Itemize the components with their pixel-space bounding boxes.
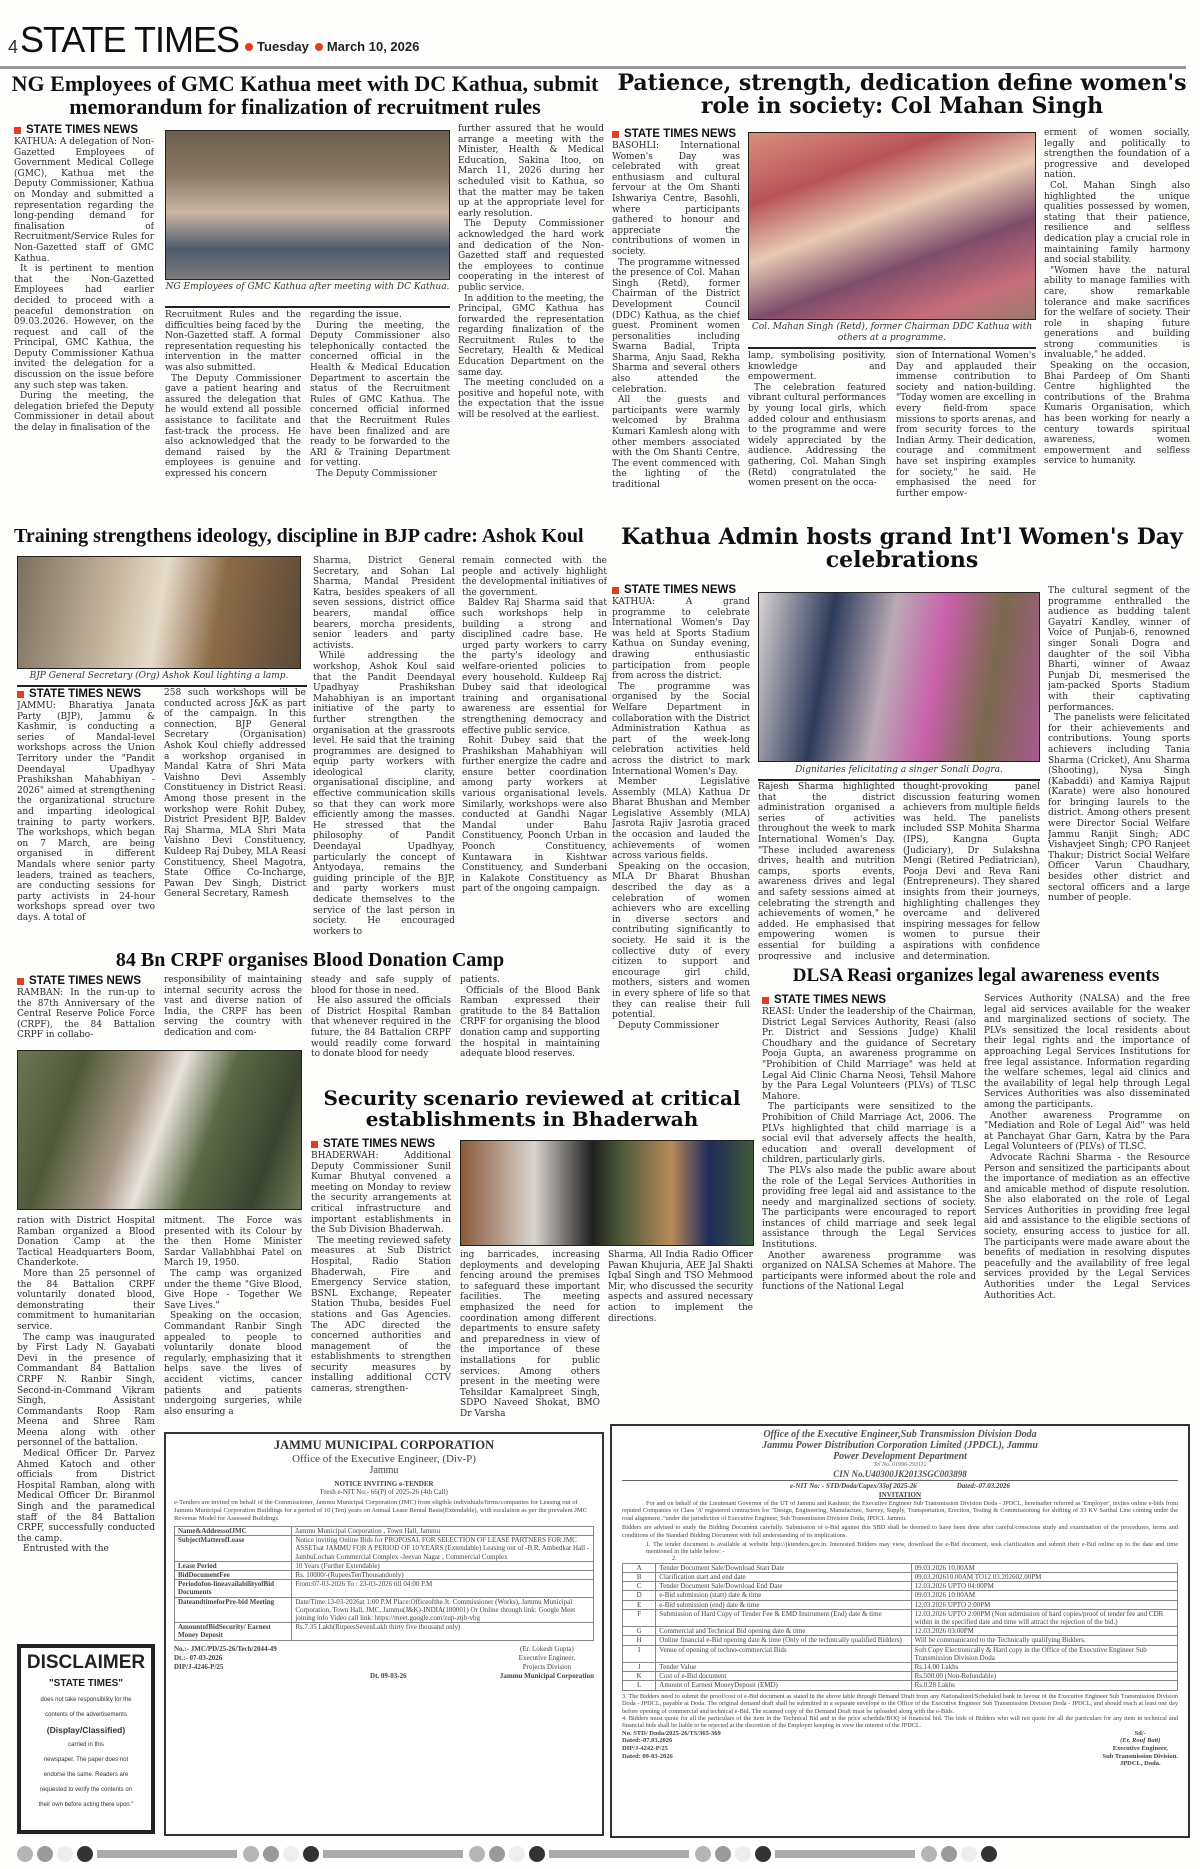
jmc-row-label: DateandtimeforPre-bid Meeting [175, 1597, 292, 1623]
article-body [14, 137, 154, 529]
jpdcl-ref: DIP/J-4242-P/25 [622, 1744, 668, 1752]
headline-dlsa-reasi: DLSA Reasi organizes legal awareness events [792, 965, 1160, 986]
jpdcl-table-row [623, 1627, 1178, 1636]
article-paragraph: sion of International Women's Day and applauded their immense contribution to society and nation-building. "Today women are excelling in every field-from space missions to sports arenas, and from security forces to the Indian Army. Their dedication, courage and commitment have set inspiring examples for society," he said. He emphasised the need for further empow- [896, 351, 1036, 499]
article-dlsa-col1 [762, 994, 976, 1413]
caption-bjp: BJP General Secretary (Org) Ashok Koul lighting a lamp. [29, 671, 289, 681]
article-paragraph: The meeting concluded on a positive and hopeful note, with the expectation that the issue will be resolved at the earliest. [458, 378, 604, 421]
article-paragraph: The programme was organised by the Social Welfare Department in collaboration with the District Administration Kathua as part of the week-long celebration activities held across the district to mark International Women's Day. [612, 681, 750, 777]
jpdcl-row-value: Rs.14.00 Lakhs [911, 1663, 1177, 1672]
jpdcl-row-label: Amount of Earnest MoneyDeposit (EMD) [656, 1681, 911, 1690]
jpdcl-nit: e-NIT No: - STD/Doda/Capex/33of 2025-26 [789, 1482, 917, 1490]
jmc-ref: No.:- JMC/PD/25-26/Tech/2044-49 [174, 1644, 277, 1653]
jpdcl-title: Office of the Executive Engineer,Sub Transmission Division Doda [763, 1429, 1037, 1440]
footer-dot-icon [263, 1846, 279, 1862]
footer-dot-icon [735, 1846, 751, 1862]
jmc-row-value: From:07-03-2026 To : 23-03-2026 till 04:00 P.M [292, 1580, 594, 1597]
jmc-signatory: Executive Engineer, [518, 1653, 576, 1662]
photo-security-meeting [460, 1140, 754, 1246]
article-paragraph: The panelists were felicitated for their achievements and contributions. Young sports achievers including Tania Sharma (Cricket), Anu Sharma (Shooting), Nysa Singh (Kabaddi) and Kamiya Rajput (Karate) were also honoured for bringing laurels to the district. Among others present were Director Social Welfare Jammu Ranjit Singh; ADC Vishavjeet Singh; CPO Ranjeet Thakur; District Social Welfare Officer Varun Chaudhary, besides other district and sectoral officers and a large number of people. [1048, 713, 1190, 904]
article-paragraph: The cultural segment of the programme enthralled the audience as budding talent Gayatri Kandley, winner of Voice of Punjab-6, renowned singer Sonali Dogra and daughter of the soil Vibha Bharti, winner of Awaaz Punjab Di, mesmerised the jam-packed Sports Stadium with their captivating performances. [1048, 586, 1190, 713]
photo-gmc-delegation [165, 130, 450, 280]
jpdcl-signatory: Executive Engineer, [1112, 1744, 1168, 1752]
article-paragraph: JAMMU: Bharatiya Janata Party (BJP), Jammu & Kashmir, is conducting a series of Mandal-level workshops across the Union Territory under the "Pandit Deendayal Upadhyay Prashikshan Mahabhiyan - 2026" aimed at strengthening the organizational structure and imparting ideological training to party workers. The workshops, which began on 7 March, are being organised in different Mandals where senior party leaders, trained as teachers, are conducting sessions for party activists in 24-hour workshops spread over two days. A total of [17, 701, 155, 923]
jmc-ref: DIP/J-4246-P/25 [174, 1662, 224, 1671]
jpdcl-row-label: Tender Value [656, 1663, 911, 1672]
jpdcl-row-label: e-Bid submission (end) date & time [656, 1600, 911, 1609]
article-kathua-col3 [903, 782, 1040, 960]
jpdcl-row-value: 12.03.2026 03:00PM [911, 1627, 1177, 1636]
jpdcl-invitation: INVITATION [878, 1491, 922, 1499]
article-body [762, 1007, 976, 1413]
jpdcl-para: For and on behalf of the Lieutenant Governor of the UT of Jammu and Kashmir, the Executive Engineer Sub Transmission Division Doda - JPDCL, hereinafter referred as 'Employer', invites online e-bids from reputed Companies or Class 'A' registered contractors for "Design, Engineering, Manufacture, Survey, Supply, Transportation, Erection, Testing & Commissioning for shifting of 33 KV Sarthal Line coming under the road alignment ."under the jurisdiction of Executive Engineer, Sub Transmission Division Doda, JPDCL Jammu. [622, 1500, 1178, 1522]
jmc-row-value: Rs.7.35 Lakh(RupeesSevenLakh thirty five thousand only) [292, 1623, 594, 1640]
jmc-table-row [175, 1571, 594, 1580]
jmc-row-label: SubjectMatterofLease [175, 1536, 292, 1562]
article-paragraph: BASOHLI: International Women's Day was celebrated with great enthusiasm and cultural fervour at the Om Shanti Ishwariya Centre, Basohli, where participants gathered to honour and appreciate the contributions of women in society. [612, 141, 740, 257]
footer-dot-icon [303, 1846, 319, 1862]
jpdcl-row-key: B [623, 1573, 656, 1582]
jpdcl-row-label: Submission of Hard Copy of Tender Fee & EMD Instrument (End) date & time [656, 1609, 911, 1626]
footer-dot-icon [529, 1846, 545, 1862]
jmc-tender-table [174, 1526, 594, 1641]
jpdcl-item: 3. The Bidders need to submit the proof/cost of e-Bid document as stated in the above table through Demand Draft from any Nationalized/Scheduled bank in favour of the Executive Engineer Sub Transmission Division Doda - JPDCL, payable at Doda. The original demand draft shall be submitted in a separate envelope to the Office of the Executive Engineer Sub Transmission Division Doda - JPDCL, and should reach at least one day before opening of commercial and technical e-Bid. The scanned copy of the Demand Draft must be uploaded along with the e-Bids. [622, 1692, 1178, 1715]
article-paragraph: Advocate Rachni Sharma - the Resource Person and sensitized the participants about the importance of mediation as an effective and amicable method of dispute resolution. She also elaborated on the role of Legal Services Authorities in providing free legal aid and assistance to the eligible sections of society, ensuring access to justice for all. The participants were made aware about the benefits of mediation in resolving disputes peacefully and the availability of free legal services provided by the Legal Services Authorities under the Legal Services Authorities Act. [984, 1152, 1190, 1301]
headline-security-bhaderwah: Security scenario reviewed at critical establishments in Bhaderwah [323, 1086, 741, 1131]
article-paragraph: The celebration featured vibrant cultural performances by young local girls, which added colour and enthusiasm to the programme and were widely appreciated by the audience. Addressing the gathering, Col. Mahan Singh (Retd) congratulated the women present on the occa- [748, 382, 886, 489]
disclaimer-brand: "STATE TIMES" [48, 1678, 124, 1689]
jpdcl-row-key: J [623, 1663, 656, 1672]
article-paragraph: Deputy Commissioner [618, 1020, 719, 1031]
article-paragraph: Rohit Dubey said that the Prashikshan Mahabhiyan will further energize the cadre and ensure better coordination among party workers at various organisational levels. Similarly, workshops were also conducted at Gandhi Nagar Mandal under Bahu Constituency, Poonch Urban in Poonch Constituency, Kuntawara in Kishtwar Constituency, and Sunderbani in Kalakote Constituency as part of the ongoing campaign. [462, 736, 607, 895]
headline-gmc: NG Employees of GMC Kathua meet with DC Kathua, submit memorandum for finalization of recruitment rules [11, 71, 599, 120]
jmc-ref: Dt. 09-03-26 [370, 1671, 407, 1680]
disclaimer-title: DISCLAIMER [26, 1652, 146, 1673]
article-paragraph: regarding the issue. [310, 310, 402, 320]
jmc-intro: e-Tenders are invited on behalf of the Commissioner, Jammu Municipal Corporation (JMC) from eligible individuals/firms/companies for Leasing out of Jammu Municipal Corporation Buildings for a period of 10 (Ten) years on Annual Lease Rental Basis(Extendable), with escalation as per the prevalent JMC Revenue Model for Assessed Buildings. [174, 1499, 588, 1522]
jpdcl-signatory: JPDCL, Doda. [1119, 1760, 1161, 1768]
footer-dot-icon [77, 1846, 93, 1862]
article-paragraph: It is pertinent to mention that the Non-Gazetted Employees had earlier decided to proceed with a peaceful demonstration on 09.03.2026. However, on the request and call of the Principal, GMC Kathua, the Deputy Commissioner Kathua invited the delegation for a discussion on the issue before any such step was taken. [14, 264, 154, 391]
jpdcl-table-row [623, 1636, 1178, 1645]
article-paragraph: Speaking on the occasion, MLA Dr Bharat Bhushan described the day as a celebration of women achievers who are excelling in diverse sectors and contributing significantly to society. He said it is the collective duty of every citizen to support and encourage girl child, mothers, sisters and women in every sphere of life so that they can realise their full potential. [612, 861, 750, 1021]
red-bullet-icon [245, 43, 253, 51]
article-paragraph: thought-provoking panel discussion featuring women achievers from multiple fields was held. The panelists included SSP Mohita Sharma (IPS), Kangna Gupta (Judiciary), Dr Sulakshna Mengi (Retired Pediatrician), Pooja Devi and Reva Rani (Entrepreneurs). They shared insights from their journeys, highlighting challenges they overcame and delivered inspiring messages for fellow women to pursue their aspirations with confidence and determination. [903, 782, 1040, 960]
article-kathua-col2 [758, 782, 895, 960]
footer-bar [323, 1850, 463, 1858]
jmc-row-value: Date/Time:13-03-2026at 1:00 P.M Place:Officeofthe Jt. Commissioner (Works), Jammu Municipal Corporation, Town Hall, JMC, Jammu(J&K)-INDIA(180001) Or Online through link: Google Meet joining info Video call link: https://meet.google.com/zup-ztjb-vbg [292, 1597, 594, 1623]
footer-dot-icon [695, 1846, 711, 1862]
footer-dot-icon [17, 1846, 33, 1862]
jmc-signatory: Projects Division [522, 1662, 572, 1671]
jpdcl-item: 1. The tender document is available at website http://jktenders.gov.in. Interested Bidders may view, download the e-Bid document, seek clarification and submit their e-Bid online up to the date and time mentioned in the table below: - [646, 1541, 1178, 1556]
caption-gmc: NG Employees of GMC Kathua after meeting with DC Kathua. [165, 282, 450, 292]
caption-rule [17, 685, 307, 687]
headline-kathua-womens-day: Kathua Admin hosts grand Int'l Women's Day celebrations [621, 524, 1183, 574]
footer-dot-icon [283, 1846, 299, 1862]
jpdcl-row-label: e-Bid submission (start) date & time [656, 1591, 911, 1600]
red-bullet-icon [315, 43, 323, 51]
jpdcl-nit-date: Dated:-07.03.2026 [956, 1482, 1011, 1490]
jmc-table-row [175, 1580, 594, 1597]
jmc-row-value: Jammu Municipal Corporation , Town Hall, Jammu [292, 1527, 594, 1536]
article-paragraph: Officials of the Blood Bank Ramban expressed their gratitude to the 84 Battalion CRPF for organising the blood donation camp and supporting the hospital in maintaining adequate blood reserves. [460, 985, 600, 1060]
article-crpf-col2-top [164, 975, 302, 1045]
article-paragraph: The camp was organized under the theme "Give Blood, Give Hope - Together We Save Lives." [164, 1268, 302, 1311]
jpdcl-row-label: Online financial e-Bid opening date & time (Only of the technically qualified Bidders) [656, 1636, 911, 1645]
article-body [17, 701, 155, 947]
jpdcl-title: Power Development Department [833, 1451, 967, 1462]
jpdcl-row-value: 09.03.2026 10.00AM [911, 1563, 1177, 1572]
headline-crpf-blood-camp: 84 Bn CRPF organises Blood Donation Camp [115, 949, 505, 971]
article-paragraph: ing barricades, increasing deployments and developing fencing around the premises to safeguard these important facilities. The meeting emphasized the need for coordination among different departments to ensure safety and preparedness in view of the importance of these installations for public services. Among others present in the meeting were Tehsildar Kamalpreet Singh, SDPO Naveed Shokat, BMO Dr Varsha [460, 1250, 600, 1419]
jmc-signatory: (Er. Lokesh Gupta) [519, 1644, 574, 1653]
jpdcl-row-key: F [623, 1609, 656, 1626]
jpdcl-row-label: Venue of opening of techno-commercial Bids [656, 1645, 911, 1662]
article-crpf-col4 [460, 975, 600, 1083]
byline-tag: STATE TIMES NEWS [612, 584, 750, 596]
photo-bjp-lamp-lighting [17, 556, 301, 669]
jpdcl-row-key: H [623, 1636, 656, 1645]
photo-crpf-ribbon-cutting [17, 1050, 302, 1210]
disclaimer-text: endorse the same. Readers are [43, 1772, 129, 1778]
footer-bar [775, 1850, 915, 1858]
jpdcl-table-row [623, 1663, 1178, 1672]
jpdcl-row-key: C [623, 1582, 656, 1591]
footer-dot-icon [57, 1846, 73, 1862]
article-paragraph: steady and safe supply of blood for those in need. [311, 975, 451, 996]
article-paragraph: While addressing the workshop, Ashok Koul said that the Pandit Deendayal Upadhyay Prashikshan Mahabhiyan is an important initiative of the party to further strengthen the organisation at the grassroots level. He said that the training programmes are designed to equip party workers with ideological clarity, organisational discipline, and effective communication skills so that they can work more efficiently among the masses. He stressed that the philosophy of Pandit Deendayal Upadhyay, particularly the concept of Antyodaya, remains the guiding principle of the BJP, and party workers must dedicate themselves to the service of the last person in society. He encouraged workers to [313, 651, 455, 937]
jpdcl-item: 4. Bidders must quote for all the particulars of the item in the Technical Bid and in the price schedule/BOQ of financial bid. The bids of Bidders who will not quote for all the particulars for any item in technical and financial bids shall be liable to be rejected at the discretion of the Employer keeping in view the interest of the JPDCL. [622, 1714, 1178, 1730]
footer-dot-icon [921, 1846, 937, 1862]
footer-dot-icon [243, 1846, 259, 1862]
article-paragraph: All the guests and participants were warmly welcomed by Brahma Kumari Kamlesh along with other members associated with the Om Shanti Centre. The event commenced with the lighting of the traditional [612, 395, 740, 490]
article-bjp-col4 [462, 556, 607, 948]
jmc-table-row [175, 1536, 594, 1562]
jpdcl-row-value: 09.03.2026 10:00AM [911, 1591, 1177, 1600]
jmc-row-label: AmountofBidSecurity/ Earnest Money Deposit [175, 1623, 292, 1640]
jpdcl-row-value: Rs.500.00 (Non-Refundable) [911, 1672, 1177, 1681]
article-paragraph: KATHUA: A delegation of Non-Gazetted Employees of Government Medical College (GMC), Kathua met the Deputy Commissioner, Kathua on Monday and submitted a representation regarding the long-pending demand for finalisation of Recruitment/Service Rules for Non-Gazetted staff of GMC Kathua. [14, 137, 154, 264]
article-paragraph: BHADERWAH: Additional Deputy Commissioner Sunil Kumar Bhutyal convened a meeting on Monday to review the security arrangements at critical infrastructure and important establishments in the Sub Division Bhaderwah. [311, 1151, 451, 1236]
issue-day: Tuesday [257, 39, 309, 54]
jpdcl-row-key: A [623, 1563, 656, 1572]
dateline [239, 39, 419, 54]
article-paragraph: Another awareness programme was organized on NALSA Schemes at Mahore. The participants were informed about the role and functions of the National Legal [762, 1250, 976, 1293]
jpdcl-row-label: Commercial and Technical Bid opening date & time [656, 1627, 911, 1636]
issue-date: March 10, 2026 [326, 39, 420, 54]
disclaimer-text: their own before acting there upon." [38, 1802, 134, 1808]
footer-dot-icon [941, 1846, 957, 1862]
caption-rule [748, 347, 1036, 349]
jmc-nit: Fresh e-NIT No:- 66(P) of 2025-26 (4th Call) [320, 1488, 448, 1496]
article-paragraph: Entrusted with the [23, 1544, 109, 1555]
jpdcl-row-label: Tender Document Sale/Download Start Date [656, 1563, 911, 1572]
article-paragraph: Another awareness Programme on "Mediation and Role of Legal Aid" was held at Panchayat Ghar Garn, Katra by the Para Legal Volunteers of (PLVs) of TLSC. [984, 1110, 1190, 1153]
jpdcl-tender-table [622, 1563, 1178, 1691]
jmc-row-label: BidDocumentFee [175, 1571, 292, 1580]
article-body [311, 1151, 451, 1435]
caption-women: Col. Mahan Singh (Retd), former Chairman DDC Kathua with others at a programme. [751, 322, 1033, 343]
article-paragraph: mitment. The Force was presented with its Colour by the then Home Minister Sardar Vallabhbhai Patel on March 19, 1950. [164, 1216, 302, 1269]
jpdcl-row-value: Soft Copy Electronically & Hard copy in the Office of the Executive Engineer Sub Transmission Division Doda [911, 1645, 1177, 1662]
article-gmc-col1 [14, 124, 154, 529]
article-paragraph: The Deputy Commissioner [316, 468, 437, 479]
disclaimer-text: newspaper. The paper does not [43, 1757, 129, 1763]
photo-felicitating-singer [758, 592, 1040, 762]
jmc-city: Jammu [369, 1465, 399, 1476]
jpdcl-row-key: D [623, 1591, 656, 1600]
byline-tag: STATE TIMES NEWS [17, 975, 155, 987]
article-crpf-col1-bottom [17, 1216, 155, 1634]
article-crpf-col2-bottom [164, 1216, 302, 1428]
jmc-row-label: Lease Period [175, 1561, 292, 1570]
article-bjp-col2 [164, 688, 306, 948]
jpdcl-row-label: Cost of e-Bid document [656, 1672, 911, 1681]
jpdcl-para: Bidders are advised to study the Bidding Document carefully. Submission of e-Bid against this SBD shall be deemed to have been done after careful/conscious study and examination of the procedures, terms and conditions of the Standard Bidding Document with full understanding of its implications. [622, 1524, 1178, 1539]
disclaimer-text: does not take responsibility for the [40, 1697, 132, 1703]
article-paragraph: Speaking on the occasion, Bhai Pardeep of Om Shanti Centre highlighted the contributions of the Brahma Kumaris Organisation, which has been working for nearly a century towards spiritual awareness, women empowerment and selfless service to humanity. [1044, 361, 1190, 467]
caption-rule [758, 779, 1040, 781]
article-bjp-col1 [17, 688, 155, 947]
footer-dot-icon [37, 1846, 53, 1862]
article-body [612, 597, 750, 1097]
footer-bar [97, 1850, 237, 1858]
article-paragraph: Member Legislative Assembly (MLA) Kathua Dr Bharat Bhushan and Member Legislative Assembly (MLA) Jasrota Rajiv Jasrotia graced the occasion and lauded the achievements of women across various fields. [612, 777, 750, 862]
page-number: 4 [8, 37, 19, 57]
article-paragraph: further assured that he would arrange a meeting with the Minister, Health & Medical Education, Sakina Itoo, on March 11, 2026 during her scheduled visit to Kathua, so that the matter may be taken up at the appropriate level for early resolution. [458, 124, 604, 219]
jpdcl-table-row [623, 1645, 1178, 1662]
byline-tag: STATE TIMES NEWS [311, 1138, 451, 1150]
article-paragraph: Services Authority (NALSA) and the free legal aid services available for the weaker and marginalized sections of society. The PLVs sensitized the local residents about their legal rights and the importance of approaching Legal Services Institutions for free legal assistance. Information regarding the welfare schemes, legal aid clinics and the availability of legal help through Legal Services Authorities was also disseminated among the participants. [984, 994, 1190, 1110]
jpdcl-ref: Dated:-07.03.2026 [622, 1737, 673, 1745]
jpdcl-table-row [623, 1609, 1178, 1626]
jmc-table-row [175, 1597, 594, 1623]
article-paragraph: The meeting reviewed safety measures at Sub District Hospital, Radio Station Bhaderwah, Fire and Emergency Service station, BSNL Exchange, Repeater Station Thuba, besides Fuel stations and Gas Agencies. The ADC directed the concerned authorities and management of the establishments to strengthen security measures by installing additional CCTV cameras, strengthen- [311, 1235, 451, 1395]
article-paragraph: In addition to the meeting, the Principal, GMC Kathua has forwarded the representation regarding finalization of the Recruitment Rules to the Secretary, Health & Medical Education Department on the same day. [458, 293, 604, 378]
jmc-row-value: Notice inviting Online Bids for PROPOSAL FOR SELECTION OF LEASE PARTNERS FOR JMC ASSETsat JAMMU FOR A PERIOD OF 10 YEARS (Extendable) Leasing out of -B.R. Ambedkar Hall -JambuLochan Commercial Complex -Jeevan Nagar , Commercial Complex [292, 1536, 594, 1562]
jpdcl-row-key: L [623, 1681, 656, 1690]
article-gmc-col4 [458, 124, 604, 520]
jmc-row-value: 10 Years (Further Extendable) [292, 1561, 594, 1570]
jpdcl-row-key: G [623, 1627, 656, 1636]
jpdcl-signatory: Sub Transmission Division. [1102, 1752, 1178, 1760]
article-paragraph: lamp, symbolising positivity, knowledge and empowerment. [748, 351, 886, 383]
masthead [8, 18, 419, 58]
article-paragraph: Sharma, All India Radio Officer Pawan Khujuria, AEE Jal Shakti Iqbal Singh and TSO Mehmood Mir, who discussed the security aspects and assured necessary action to implement the directions. [608, 1250, 753, 1324]
article-paragraph: REASI: Under the leadership of the Chairman, District Legal Services Authority, Reasi (also Pr. District and Sessions Judge) Khalil Choudhary and the guidance of Secretary Pooja Gupta, an awareness programme on "Prohibition of Child Marriage" was held at Legal Aid Clinic Charna Neosi, Tehsil Mahore by the Para Legal Volunteers (PLVs) of TLSC Mahore. [762, 1007, 976, 1102]
jpdcl-table-row [623, 1672, 1178, 1681]
jpdcl-row-label: Clarification start and end date [656, 1573, 911, 1582]
jpdcl-cin: CIN No.U40300JK2013SGC003898 [622, 1469, 1178, 1481]
byline-tag: STATE TIMES NEWS [762, 994, 976, 1006]
disclaimer-text: (Display/Classified) [46, 1725, 126, 1735]
article-paragraph: Recruitment Rules and the difficulties being faced by the Non-Gazetted staff. A formal representation requesting his intervention in the matter was also submitted. [165, 310, 301, 373]
footer-dot-icon [469, 1846, 485, 1862]
article-crpf-col1-top [17, 975, 155, 1044]
jpdcl-table-row [623, 1563, 1178, 1572]
jmc-table-row [175, 1527, 594, 1536]
article-paragraph: Sharma, District General Secretary, and Sohan Lal Sharma, Mandal President Katra, besides speakers of all seven sessions, district office bearers, mandal office bearers, morcha presidents, senior leaders and party activists. [313, 556, 455, 651]
jpdcl-row-value: Rs.0.28 Lakhs [911, 1681, 1177, 1690]
jpdcl-row-label: Tender Document Sale/Download End Date [656, 1582, 911, 1591]
jpdcl-row-value: 12.03.2026 UPTO 2:00PM [911, 1600, 1177, 1609]
article-women-col1 [612, 128, 740, 519]
footer-dot-icon [715, 1846, 731, 1862]
headline-bjp-training: Training strengthens ideology, discipline in BJP cadre: Ashok Koul [14, 525, 584, 547]
jpdcl-row-value: 12.03.2026 UPTO 04:00PM [911, 1582, 1177, 1591]
photo-women-programme [748, 132, 1036, 320]
footer-dot-icon [755, 1846, 771, 1862]
article-kathua-col4 [1048, 586, 1190, 960]
article-paragraph: RAMBAN: In the run-up to the 87th Anniversary of the Central Reserve Police Force (CRPF), the 84 Battalion CRPF in collabo- [17, 988, 155, 1041]
article-paragraph: The Deputy Commissioner acknowledged the hard work and dedication of the Non-Gazetted staff and requested the employees to continue cooperating in the interest of public service. [458, 219, 604, 293]
article-security-col2 [460, 1250, 600, 1422]
jpdcl-table-row [623, 1591, 1178, 1600]
jpdcl-signatory: Sd/- [1134, 1729, 1146, 1737]
article-gmc-col2 [165, 310, 301, 520]
jpdcl-row-key: E [623, 1600, 656, 1609]
jpdcl-tel: Tel No. 01996-293112 [873, 1462, 927, 1468]
article-paragraph: KATHUA: A grand programme to celebrate International Women's Day was held at Sports Stadium Kathua on Sunday evening, drawing enthusiastic participation from people from across the district. [612, 597, 750, 682]
footer-decoration [17, 1846, 1197, 1862]
jmc-table-row [175, 1623, 594, 1640]
article-paragraph: The programme witnessed the presence of Col. Mahan Singh (Retd), former Chairman of the District Development Council (DDC) Kathua, as the chief guest. Prominent women personalities including Swarna Badial, Tripta Sharma, Anju Saad, Rekha Sharma and several others also attended the celebration. [612, 257, 740, 395]
article-paragraph: The Deputy Commissioner gave a patient hearing and assured the delegation that he would extend all possible assistance to facilitate and fast-track the process. He also acknowledged that the demand raised by the employees is genuine and expressed his concern [165, 373, 301, 479]
newspaper-logo: STATE TIMES [20, 19, 240, 60]
article-crpf-col3 [311, 975, 451, 1083]
jpdcl-table-row [623, 1600, 1178, 1609]
jmc-title: JAMMU MUNICIPAL CORPORATION [273, 1438, 495, 1452]
footer-dot-icon [961, 1846, 977, 1862]
article-paragraph: Col. Mahan Singh also highlighted the unique qualities possessed by women, stating that their patience, resilience and selfless dedication play a crucial role in maintaining family harmony and social stability. [1044, 180, 1190, 266]
jpdcl-signatory: (Er. Rouf Batt) [1120, 1737, 1161, 1745]
caption-kathua: Dignitaries felicitating a singer Sonali Dogra. [795, 765, 1003, 775]
article-dlsa-col2 [984, 994, 1190, 1416]
jpdcl-table-row [623, 1582, 1178, 1591]
article-women-col3 [896, 351, 1036, 518]
article-paragraph: responsibility of maintaining internal security across the vast and diverse nation of India, the CRPF has been serving the country with dedication and com- [164, 975, 302, 1038]
jmc-tender-ad [164, 1432, 604, 1836]
footer-dot-icon [981, 1846, 997, 1862]
article-paragraph: "Women have the natural ability to manage families with care, show remarkable tolerance and make sacrifices for the welfare of society. Their role in shaping future generations and building strong communities is invaluable," he added. [1044, 265, 1190, 361]
article-security-col1 [311, 1138, 451, 1435]
jpdcl-ref: Dated: 09-03-2026 [622, 1752, 673, 1760]
byline-tag: STATE TIMES NEWS [14, 124, 154, 136]
footer-dot-icon [489, 1846, 505, 1862]
article-paragraph: During the meeting, the delegation briefed the Deputy Commissioner in detail about the delay in finalisation of the [14, 391, 154, 434]
disclaimer-text: carried in this [68, 1742, 104, 1748]
jpdcl-ref: No. STD/ Doda/2025-26/TS/365-369 [622, 1729, 721, 1737]
disclaimer-box [17, 1644, 155, 1834]
jpdcl-row-key: I [623, 1645, 656, 1662]
article-kathua-col1 [612, 584, 750, 1097]
article-paragraph: More than 25 personnel of the 84 Battalion CRPF voluntarily donated blood, demonstrating their commitment to humanitarian service. [17, 1268, 155, 1332]
article-paragraph: ration with District Hospital Ramban organized a Blood Donation Camp at the Tactical Headquarters Boom, Chanderkote. [17, 1216, 155, 1269]
article-paragraph: 258 such workshops will be conducted across J&K as part of the campaign. In this connection, BJP General Secretary (Organisation) Ashok Koul chiefly addressed a workshop organised in Mandal Katra of Shri Mata Vaishno Devi Assembly Constituency in District Reasi. Among those present in the workshop were Rohit Dubey, District President BJP, Baldev Raj Sharma, MLA Shri Mata Vaishno Devi Constituency, Kuldeep Raj Dubey, MLA Reasi Constituency, Sheel Magotra, State Office Co-Incharge, Pawan Dev Singh, District General Secretary, Ramesh [164, 688, 306, 900]
jmc-row-label: Periodofon-lineavailabilityofBid Documents [175, 1580, 292, 1597]
jpdcl-item: 2. [672, 1555, 677, 1562]
jmc-table-row [175, 1561, 594, 1570]
jpdcl-tender-ad [610, 1424, 1190, 1838]
jmc-row-value: Rs. 10000/-(RupeesTenThousandonly) [292, 1571, 594, 1580]
article-body [612, 141, 740, 519]
article-paragraph: The participants were sensitized to the Prohibition of Child Marriage Act, 2006. The PLVs highlighted that child marriage is a social evil that adversely affects the health, education and overall development of children, particularly girls. [762, 1102, 976, 1166]
article-paragraph: Baldev Raj Sharma said that such workshops help in building a strong and disciplined cadre base. He urged party workers to carry the party's ideology and welfare-oriented policies to every household. Kuldeep Raj Dubey said that ideological training and organisational awareness are essential for strengthening democracy and effective public service. [462, 598, 607, 736]
jpdcl-row-value: 12.03.2026 UPTO 2:00PM (Non submission of hard copies/proof of tender fee and CDR within in the specified date and time will attract the rejection of the bid.) [911, 1609, 1177, 1626]
disclaimer-text: contents of the advertisements [45, 1712, 127, 1718]
article-paragraph: Medical Officer Dr. Parvez Ahmed Katoch and other officials from District Hospital Ramban, along with Medical Officer Dr. Biranmol Singh and the paramedical staff of the 84 Battalion CRPF, successfully conducted the camp. [17, 1449, 155, 1544]
footer-dot-icon [509, 1846, 525, 1862]
jpdcl-row-key: K [623, 1672, 656, 1681]
byline-tag: STATE TIMES NEWS [17, 688, 155, 700]
jpdcl-table-row [623, 1681, 1178, 1690]
jpdcl-title: Jammu Power Distribution Corporation Limited (JPDCL), Jammu [762, 1440, 1038, 1451]
article-paragraph: erment of women socially, legally and politically to strengthen the foundation of a progressive and developed nation. [1044, 128, 1190, 181]
footer-bar [549, 1850, 689, 1858]
jpdcl-row-value: Will be communicated to the Technically qualifying Bidders. [911, 1636, 1177, 1645]
byline-tag: STATE TIMES NEWS [612, 128, 740, 140]
masthead-rule [0, 66, 1186, 69]
article-body [17, 988, 155, 1044]
jpdcl-table-row [623, 1573, 1178, 1582]
article-paragraph: The camp was inaugurated by First Lady N. Gayabati Devi in the presence of Commandant 84 Battalion CRPF N. Ranbir Singh, Second-in-Command Vikram Singh, Assistant Commandants Roop Ram Meena and Shree Ram Meena along with other personnel of the battalion. [17, 1332, 155, 1449]
article-gmc-col3 [310, 310, 450, 520]
caption-rule [165, 306, 450, 308]
jmc-row-label: Name&AddressofJMC [175, 1527, 292, 1536]
headline-women-role: Patience, strength, dedication define women's role in society: Col Mahan Singh [617, 70, 1187, 120]
article-paragraph: Rajesh Sharma highlighted that the district administration organised a series of activities throughout the week to mark International Women's Day. "These included awareness drives, health and nutrition camps, sports events, awareness drives and legal and safety sessions aimed at celebrating the strength and achievements of women," he added. He emphasised that empowering women is essential for building a progressive and inclusive [758, 782, 895, 960]
jmc-ref: Dt.:- 07-03-2026 [174, 1653, 223, 1662]
jmc-signatory: Jammu Municipal Corporation [499, 1671, 594, 1680]
article-paragraph: He also assured the officials of District Hospital Ramban that whenever required in the future, the 84 Battalion CRPF would readily come forward to donate blood for needy [311, 996, 451, 1060]
article-bjp-col3 [313, 556, 455, 948]
article-paragraph: During the meeting, the Deputy Commissioner also telephonically contacted the concerned official in the Health & Medical Education Department to ascertain the status of the Recruitment Rules of GMC Kathua. The concerned official informed that the Recruitment Rules have been finalized and are ready to be forwarded to the ARI & Training Department for vetting. [310, 320, 450, 469]
article-paragraph: Speaking on the occasion, Commandant Ranbir Singh appealed to people to voluntarily donate blood regularly, emphasizing that it helps save the lives of accident victims, cancer patients and patients undergoing surgeries, while also ensuring a [164, 1311, 302, 1417]
jmc-notice: NOTICE INVITING e-TENDER [334, 1480, 434, 1488]
jmc-office: Office of the Executive Engineer, (Div-P) [292, 1453, 476, 1465]
article-women-col4 [1044, 128, 1190, 520]
jpdcl-row-value: 09.03.202610.00AM TO12.03.202602.00PM [911, 1573, 1177, 1582]
disclaimer-text: requested to verify the contents on [39, 1787, 133, 1793]
article-paragraph: patients. [460, 975, 500, 985]
article-women-col2 [748, 351, 886, 518]
article-paragraph: remain connected with the people and actively highlight the developmental initiatives of the government. [462, 556, 607, 598]
article-paragraph: The PLVs also made the public aware about the role of the Legal Services Authorities in providing free legal aid and assistance to the needy and marginalized sections of society. The participants were encouraged to report instances of child marriage and seek legal assistance through the Legal Services Institutions. [762, 1165, 976, 1251]
article-security-col3 [608, 1250, 753, 1422]
